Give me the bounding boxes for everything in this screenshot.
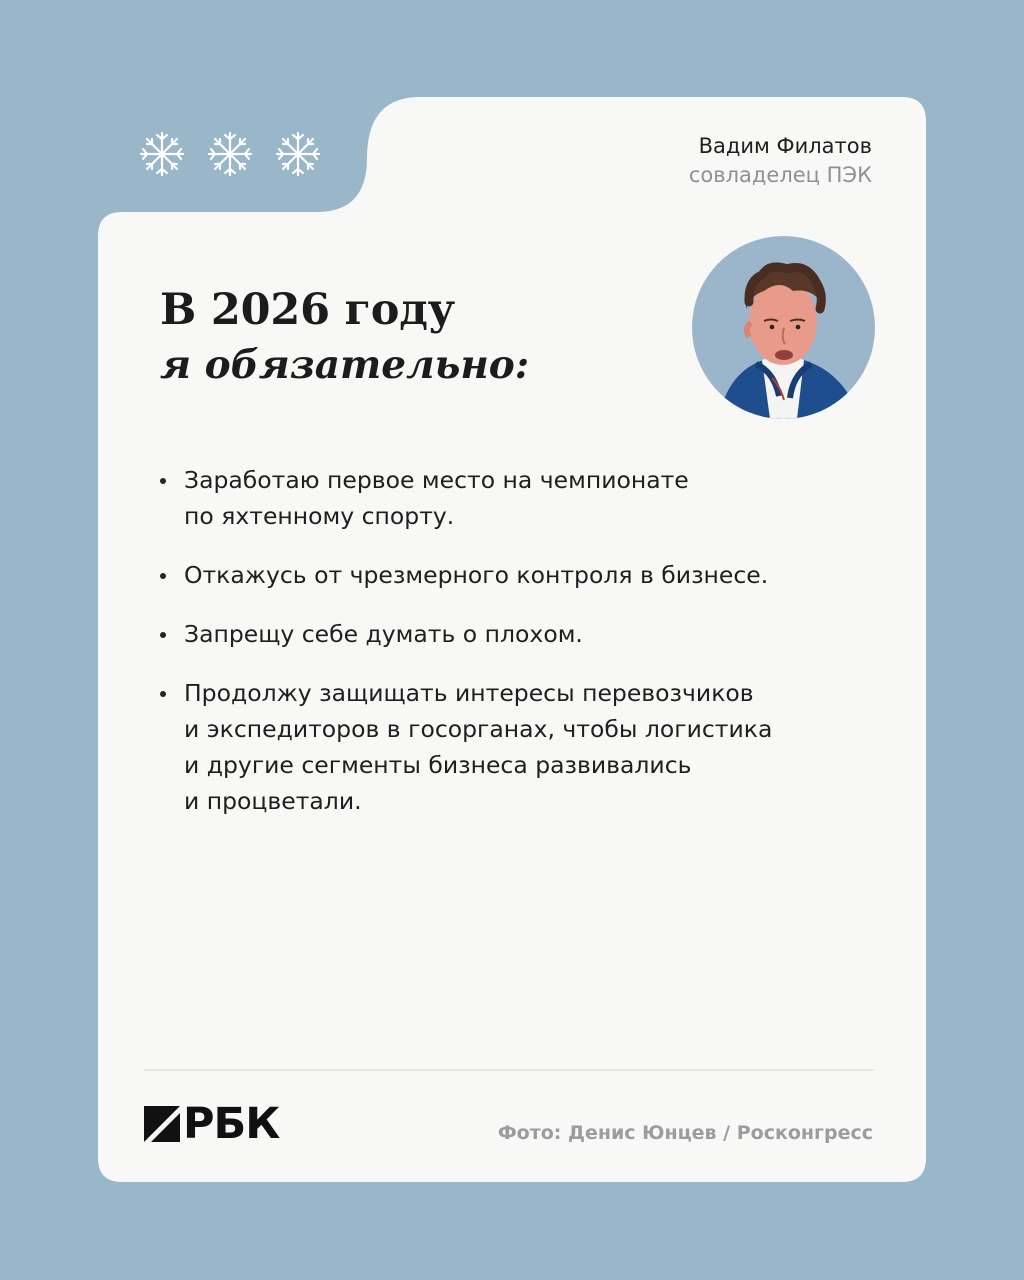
resolution-list [160,462,870,842]
rbc-logo-text: РБК [183,1099,280,1149]
snowflake-icon [138,130,186,178]
author-role: совладелец ПЭК [688,163,872,187]
list-item-text: Откажусь от чрезмерного контроля в бизнесе. [184,561,769,589]
bullet-icon [160,573,166,579]
list-item [160,462,870,534]
headline [160,282,630,392]
list-item-text: Запрещу себе думать о плохом. [184,620,583,648]
snowflake-decoration-group [138,130,328,180]
list-item [160,616,870,652]
snowflake-icon [274,130,322,178]
bullet-icon [160,478,166,484]
list-item [160,557,870,593]
rbc-logo-mark-icon [144,1106,180,1142]
list-item [160,675,870,819]
author-name: Вадим Филатов [698,134,872,158]
footer-divider [144,1069,874,1071]
rbc-logo [144,1099,284,1149]
author-block [572,132,872,190]
headline-italic: я обязательно: [160,342,530,388]
photo-credit: Фото: Денис Юнцев / Росконгресс [497,1122,873,1144]
list-item-text: Заработаю первое место на чемпионате по яхтенному спорту. [184,466,689,530]
bullet-icon [160,691,166,697]
list-item-text: Продолжу защищать интересы перевозчиков и экспедиторов в госорганах, чтобы логистика и другие сегменты бизнеса развивались и процветали. [184,679,773,815]
author-portrait [692,236,875,419]
headline-main: В 2026 году [160,285,455,335]
snowflake-icon [206,130,254,178]
bullet-icon [160,632,166,638]
